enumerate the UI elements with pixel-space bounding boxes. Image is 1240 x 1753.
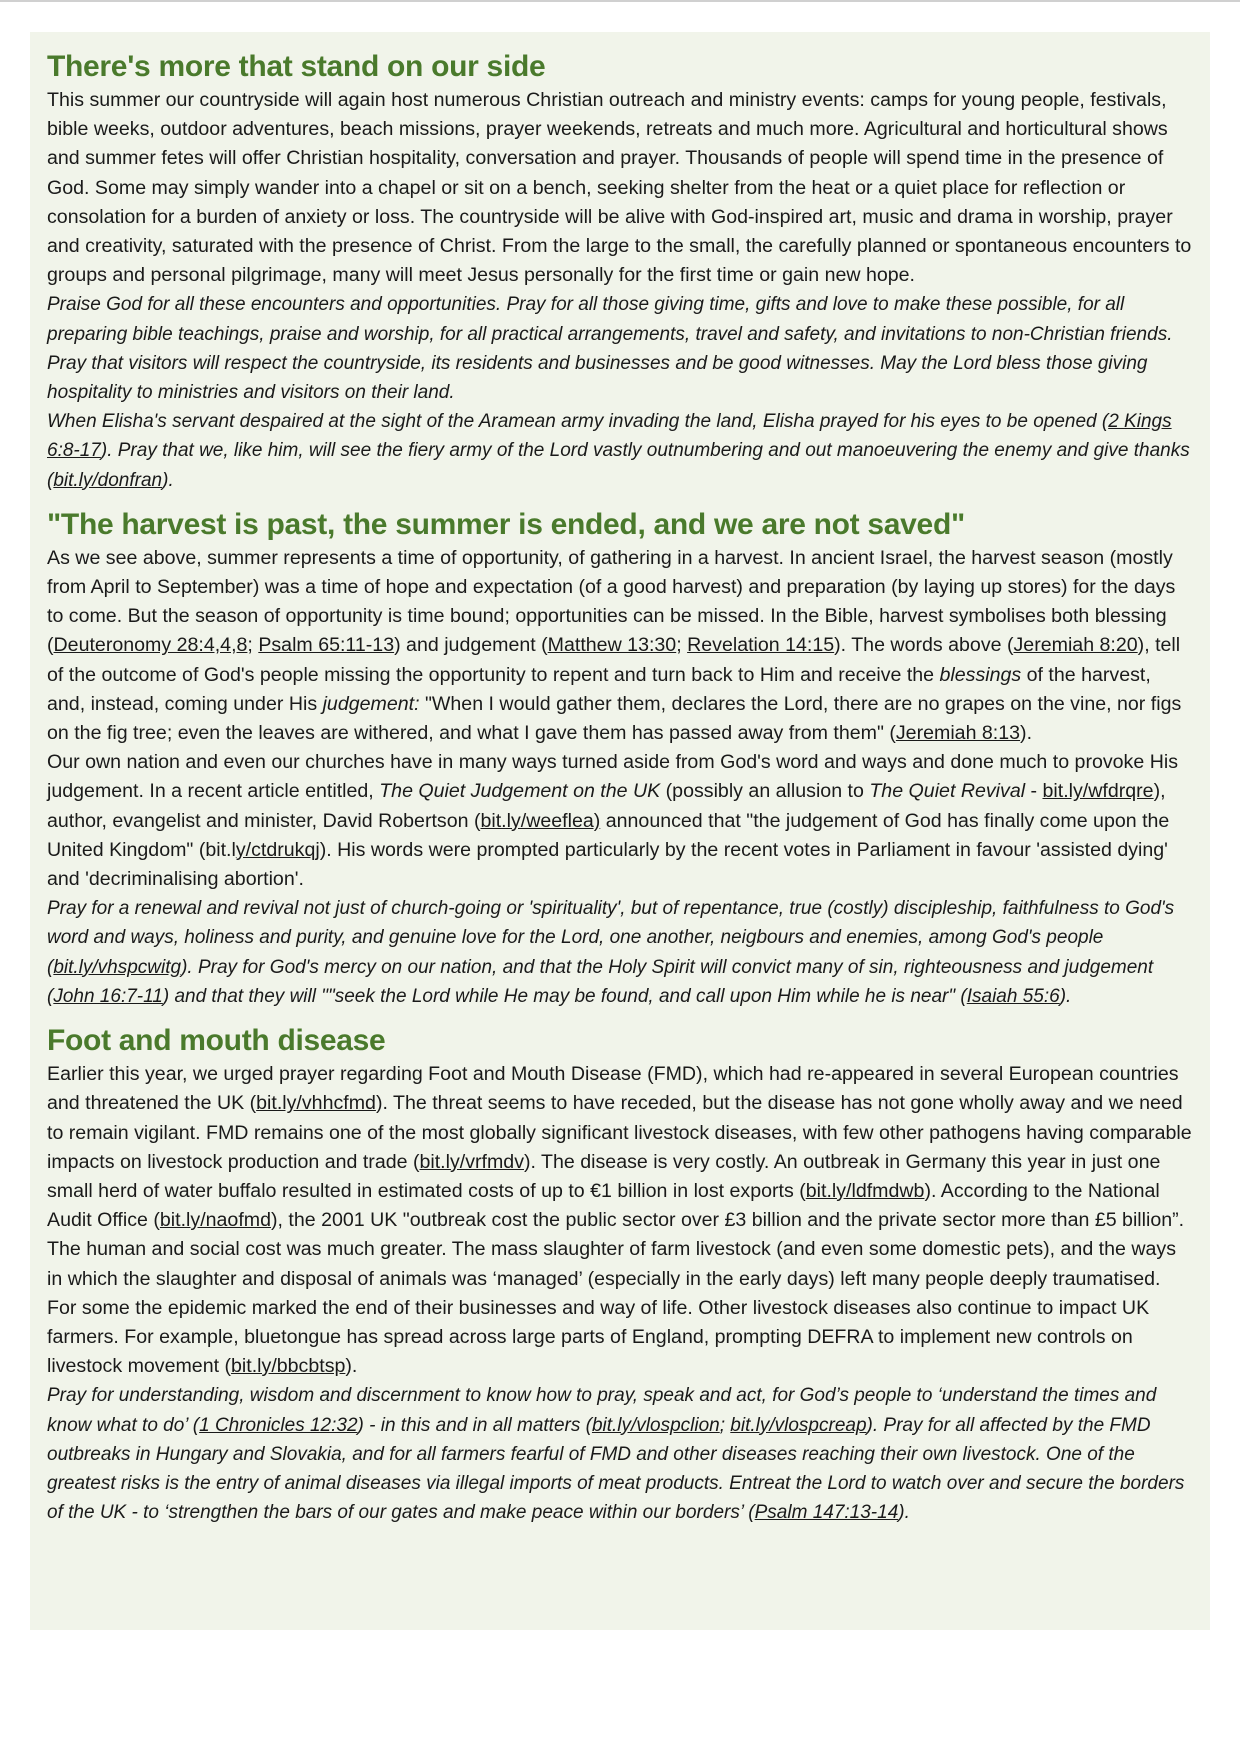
link-psalm-147[interactable]: Psalm 147:13-14	[754, 1502, 899, 1524]
link-vlospcreap[interactable]: bit.ly/vlospcreap	[730, 1414, 867, 1436]
link-jeremiah-8-20[interactable]: Jeremiah 8:20	[1013, 634, 1138, 657]
link-deuteronomy[interactable]: Deuteronomy 28:4,4,8	[53, 634, 248, 657]
link-weeflea[interactable]: bit.ly/weeflea)	[480, 809, 601, 832]
section1-body: This summer our countryside will again host numerous Christian outreach and ministry events: camps for young people, festivals, bible weeks, outdoor adventures, beach missions, prayer weekends, retreats and much more. Agricultural and horticultural shows and summer fetes will offer Christian hospitality, conversation and prayer. Thousands of people will spend time in the presence of God. Some may simply wander into a chapel or sit on a bench, seeking shelter from the heat or a quiet place for reflection or consolation for a burden of anxiety or loss. The countryside will be alive with God-inspired art, music and drama in worship, prayer and creativity, saturated with the presence of Christ. From the large to the small, the carefully planned or spontaneous encounters to groups and personal pilgrimage, many will meet Jesus personally for the first time or gain new hope.	[47, 89, 1192, 287]
section2-body-harvest: As we see above, summer represents a time of opportunity, of gathering in a harvest. In ancient Israel, the harvest season (mostly from April to September) was a time of hope and expectation (of a good harvest) and preparation (by laying up stores) for the days to come. But the season of opportunity is time bound; opportunities can be missed. In the Bible, harvest symbolises both blessing (Deuteronomy 28:4,4,8; Psalm 65:11-13) and judgement (Matthew 13:30; Revelation 14:15). The words above (Jeremiah 8:20), tell of the outcome of God's people missing the opportunity to repent and turn back to Him and receive the blessings of the harvest, and, instead, coming under His judgement: "When I would gather them, declares the Lord, there are no grapes on the vine, nor figs on the fig tree; even the leaves are withered, and what I gave them has passed away from them" (Jeremiah 8:13).	[47, 546, 1182, 745]
section-title-foot-and-mouth: Foot and mouth disease	[47, 1024, 386, 1058]
link-ldfmdwb[interactable]: bit.ly/ldfmdwb	[805, 1179, 925, 1202]
link-isaiah[interactable]: Isaiah 55:6	[966, 985, 1060, 1007]
section2-body-judgement: Our own nation and even our churches have in many ways turned aside from God's word and ways and done much to provoke His judgement. In a recent article entitled, The Quiet Judgement on the UK (possibly an allusion to The Quiet Revival - bit.ly/wfdrqre), author, evangelist and minister, David Robertson (bit.ly/weeflea) announced that "the judgement of God has finally come upon the United Kingdom" (bit.ly/ctdrukqj). His words were prompted particularly by the recent votes in Parliament in favour 'assisted dying' and 'decriminalising abortion'.	[47, 751, 1178, 891]
link-ctdrukqj[interactable]: y/ctdrukqj	[235, 838, 320, 861]
section1-prayer-praise: Praise God for all these encounters and opportunities. Pray for all those giving time, gifts and love to make these possible, for all preparing bible teachings, praise and worship, for all practical arrangements, travel and safety, and invitations to non-Christian friends. Pray that visitors will respect the countryside, its residents and businesses and be good witnesses. May the Lord bless those giving hospitality to ministries and visitors on their land.	[47, 294, 1173, 404]
link-vhspcwitg[interactable]: bit.ly/vhspcwitg	[53, 956, 182, 978]
link-psalm-65[interactable]: Psalm 65:11-13	[258, 634, 395, 657]
link-2-kings[interactable]: 2 Kings 6:8-17	[47, 411, 1172, 462]
link-1-chronicles[interactable]: 1 Chronicles 12:32	[199, 1414, 358, 1436]
link-vhhcfmd[interactable]: bit.ly/vhhcfmd	[256, 1092, 376, 1115]
top-divider	[0, 0, 1240, 2]
section1-prayer-elisha: When Elisha's servant despaired at the sight of the Aramean army invading the land, Elisha prayed for his eyes to be opened (2 Kings 6:8-17). Pray that we, like him, will see the fiery army of the Lord vastly outnumbering and out manoeuvering the enemy and give thanks (bit.ly/donfran).	[47, 411, 1190, 491]
section3-prayer: Pray for understanding, wisdom and discernment to know how to pray, speak and act, for God’s people to ‘understand the times and know what to do’ (1 Chronicles 12:32) - in this and in all matters (bit.ly/vlospclion; bit.ly/vlospcreap). Pray for all affected by the FMD outbreaks in Hungary and Slovakia, and for all farmers fearful of FMD and other diseases reaching their own livestock. One of the greatest risks is the entry of animal diseases via illegal imports of meat products. Entreat the Lord to watch over and secure the borders of the UK - to ‘strengthen the bars of our gates and make peace within our borders’ (Psalm 147:13-14).	[47, 1385, 1185, 1524]
section-title-harvest: "The harvest is past, the summer is ended, and we are not saved"	[47, 507, 965, 541]
link-naofmd[interactable]: bit.ly/naofmd	[159, 1209, 271, 1232]
link-jeremiah-8-13[interactable]: Jeremiah 8:13	[895, 722, 1021, 745]
link-vrfmdv[interactable]: bit.ly/vrfmdv	[419, 1150, 524, 1173]
link-bbcbtsp[interactable]: bit.ly/bbcbtsp	[231, 1355, 346, 1378]
section-title-more-on-our-side: There's more that stand on our side	[47, 50, 546, 83]
section3-body: Earlier this year, we urged prayer regarding Foot and Mouth Disease (FMD), which had re-appeared in several European countries and threatened the UK (bit.ly/vhhcfmd). The threat seems to have receded, but the disease has not gone wholly away and we need to remain vigilant. FMD remains one of the most globally significant livestock diseases, with few other pathogens having comparable impacts on livestock production and trade (bit.ly/vrfmdv). The disease is very costly. An outbreak in Germany this year in just one small herd of water buffalo resulted in estimated costs of up to €1 billion in lost exports (bit.ly/ldfmdwb). According to the National Audit Office (bit.ly/naofmd), the 2001 UK "outbreak cost the public sector over £3 billion and the private sector more than £5 billion”. The human and social cost was much greater. The mass slaughter of farm livestock (and even some domestic pets), and the ways in which the slaughter and disposal of animals was ‘managed’ (especially in the early days) left many people deeply traumatised. For some the epidemic marked the end of their businesses and way of life. Other livestock diseases also continue to impact UK farmers. For example, bluetongue has spread across large parts of England, prompting DEFRA to implement new controls on livestock movement (bit.ly/bbcbtsp).	[47, 1063, 1192, 1378]
link-john[interactable]: John 16:7-11	[53, 985, 163, 1007]
link-matthew[interactable]: Matthew 13:30	[547, 634, 677, 657]
link-donfran[interactable]: bit.ly/donfran	[53, 469, 163, 491]
link-wfdrqre[interactable]: bit.ly/wfdrqre	[1042, 780, 1154, 803]
content-panel	[30, 32, 1210, 1630]
link-vlospclion[interactable]: bit.ly/vlospclion	[591, 1414, 720, 1436]
section2-prayer: Pray for a renewal and revival not just of church-going or 'spirituality', but of repentance, true (costly) discipleship, faithfulness to God's word and ways, holiness and purity, and genuine love for the Lord, one another, neigbours and enemies, among God's people (bit.ly/vhspcwitg). Pray for God's mercy on our nation, and that the Holy Spirit will convict many of sin, righteousness and judgement (John 16:7-11) and that they will ""seek the Lord while He may be found, and call upon Him while he is near" (Isaiah 55:6).	[47, 898, 1175, 1007]
link-revelation[interactable]: Revelation 14:15	[687, 634, 835, 657]
